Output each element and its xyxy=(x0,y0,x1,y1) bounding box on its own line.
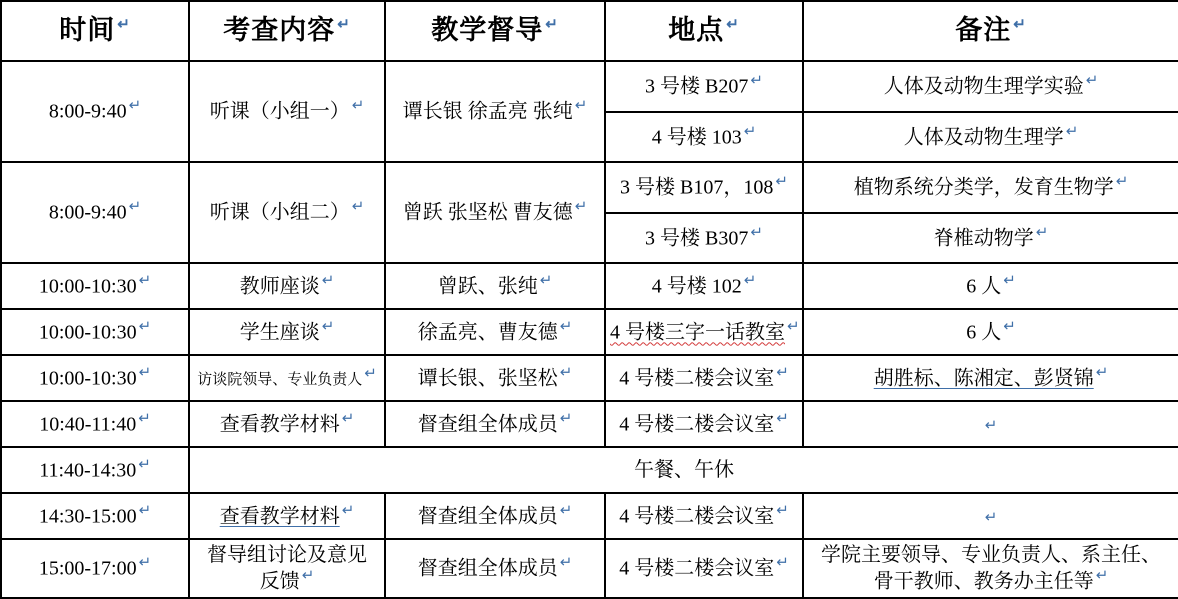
remark-value-line2: 骨干教师、教务办主任等 xyxy=(873,571,1094,593)
table-row xyxy=(1,61,1178,112)
time-value: 11:40-14:30 xyxy=(39,459,137,482)
table-row xyxy=(1,493,1178,539)
pilcrow-icon: ↵ xyxy=(138,318,152,336)
item-value: 听课（小组二） xyxy=(209,202,350,225)
pilcrow-icon: ↵ xyxy=(743,272,757,290)
cell-item xyxy=(189,61,385,162)
cell-time xyxy=(1,162,189,263)
pilcrow-icon: ↵ xyxy=(337,16,351,34)
pilcrow-icon: ↵ xyxy=(128,97,142,115)
pilcrow-icon: ↵ xyxy=(574,97,588,115)
cell-remark xyxy=(803,355,1178,401)
cell-item xyxy=(189,309,385,355)
cell-item xyxy=(189,401,385,447)
header-row xyxy=(1,1,1178,61)
remark-value: 6 人 xyxy=(966,275,1002,298)
cell-item xyxy=(189,263,385,309)
cell-supervisor xyxy=(385,493,605,539)
place-value: 4 号楼二楼会议室 xyxy=(619,367,775,390)
supervisor-value: 谭长银、张坚松 xyxy=(417,367,558,390)
remark-value: 6 人 xyxy=(966,321,1002,344)
pilcrow-icon: ↵ xyxy=(351,198,365,216)
pilcrow-icon: ↵ xyxy=(1065,122,1079,140)
header-label-supervisor: 教学督导 xyxy=(431,15,544,46)
remark-value-line1: 学院主要领导、专业负责人、系主任、 xyxy=(821,544,1161,567)
pilcrow-icon: ↵ xyxy=(321,318,335,336)
pilcrow-icon: ↵ xyxy=(1085,71,1099,89)
remark-value: 人体及动物生理学实验 xyxy=(883,75,1084,98)
table-row xyxy=(1,539,1178,598)
cell-remark xyxy=(803,539,1178,598)
cell-remark xyxy=(803,401,1178,447)
table-row xyxy=(1,162,1178,213)
pilcrow-icon: ↵ xyxy=(138,456,151,474)
cell-place xyxy=(605,263,803,309)
supervisor-value: 徐孟亮、曹友德 xyxy=(417,321,558,344)
supervisor-value: 督查组全体成员 xyxy=(417,558,558,580)
pilcrow-icon: ↵ xyxy=(743,122,757,140)
pilcrow-icon: ↵ xyxy=(1115,173,1129,191)
place-value: 4 号楼二楼会议室 xyxy=(619,505,775,528)
remark-value: 植物系统分类学，发育生物学 xyxy=(853,176,1114,199)
pilcrow-icon: ↵ xyxy=(138,554,152,572)
header-label-time: 时间 xyxy=(59,15,116,46)
cell-supervisor xyxy=(385,309,605,355)
cell-lunch xyxy=(189,447,1178,493)
cell-supervisor xyxy=(385,401,605,447)
table-row xyxy=(1,263,1178,309)
cell-remark xyxy=(803,61,1178,112)
remark-value: 人体及动物生理学 xyxy=(903,126,1064,149)
pilcrow-icon: ↵ xyxy=(726,16,740,34)
remark-value: 胡胜标、陈湘定、彭贤锦 xyxy=(873,367,1094,390)
cell-place xyxy=(605,61,803,112)
cell-remark xyxy=(803,263,1178,309)
pilcrow-icon: ↵ xyxy=(1095,364,1109,382)
cell-item xyxy=(189,539,385,598)
cell-supervisor xyxy=(385,355,605,401)
pilcrow-icon: ↵ xyxy=(1013,16,1027,34)
column-header-place xyxy=(605,1,803,61)
cell-time xyxy=(1,493,189,539)
pilcrow-icon: ↵ xyxy=(750,71,763,89)
cell-time xyxy=(1,309,189,355)
pilcrow-icon: ↵ xyxy=(1003,318,1016,336)
time-value: 14:30-15:00 xyxy=(38,505,137,528)
column-header-remark xyxy=(803,1,1178,61)
pilcrow-icon: ↵ xyxy=(750,223,763,241)
cell-remark xyxy=(803,309,1178,355)
item-value-line1: 督导组讨论及意见 xyxy=(207,544,367,567)
cell-time xyxy=(1,61,189,162)
place-value: 3 号楼 B107，108 xyxy=(620,176,774,199)
pilcrow-icon: ↵ xyxy=(364,364,377,382)
cell-place xyxy=(605,355,803,401)
pilcrow-icon: ↵ xyxy=(787,318,800,336)
cell-remark xyxy=(803,112,1178,163)
time-value: 10:00-10:30 xyxy=(38,321,137,344)
pilcrow-icon: ↵ xyxy=(351,97,365,115)
pilcrow-icon: ↵ xyxy=(574,198,588,216)
pilcrow-icon: ↵ xyxy=(1003,272,1016,290)
supervisor-value: 督查组全体成员 xyxy=(417,413,558,436)
pilcrow-icon: ↵ xyxy=(1095,567,1109,585)
column-header-item xyxy=(189,1,385,61)
pilcrow-icon: ↵ xyxy=(138,410,151,428)
item-value: 学生座谈 xyxy=(239,321,320,344)
cell-time xyxy=(1,401,189,447)
place-value: 4 号楼三字一话教室 xyxy=(610,321,785,344)
cell-time xyxy=(1,355,189,401)
pilcrow-icon: ↵ xyxy=(559,410,573,428)
item-value-line2: 反馈 xyxy=(259,571,300,593)
lunch-value: 午餐、午休 xyxy=(634,458,734,481)
cell-item xyxy=(189,355,385,401)
pilcrow-icon: ↵ xyxy=(341,502,355,520)
supervisor-value: 曾跃、张纯 xyxy=(437,275,538,298)
cell-item xyxy=(189,162,385,263)
item-value: 教师座谈 xyxy=(239,275,320,298)
cell-time xyxy=(1,539,189,598)
cell-place xyxy=(605,401,803,447)
pilcrow-icon: ↵ xyxy=(301,567,315,585)
pilcrow-icon: ↵ xyxy=(984,416,998,434)
cell-place xyxy=(605,539,803,598)
pilcrow-icon: ↵ xyxy=(984,508,998,526)
table-row xyxy=(1,309,1178,355)
cell-supervisor xyxy=(385,162,605,263)
pilcrow-icon: ↵ xyxy=(559,502,573,520)
place-value: 3 号楼 B207 xyxy=(645,75,749,98)
item-value: 查看教学材料 xyxy=(219,413,340,436)
pilcrow-icon: ↵ xyxy=(776,554,789,572)
pilcrow-icon: ↵ xyxy=(128,198,142,216)
column-header-supervisor xyxy=(385,1,605,61)
pilcrow-icon: ↵ xyxy=(776,410,789,428)
table-body xyxy=(1,61,1178,598)
pilcrow-icon: ↵ xyxy=(1035,223,1049,241)
supervisor-value: 谭长银 徐孟亮 张纯 xyxy=(402,100,573,123)
cell-time xyxy=(1,263,189,309)
header-label-item: 考查内容 xyxy=(223,15,336,46)
cell-time xyxy=(1,447,189,493)
cell-supervisor xyxy=(385,61,605,162)
remark-value: 脊椎动物学 xyxy=(933,227,1034,250)
column-header-time xyxy=(1,1,189,61)
time-value: 8:00-9:40 xyxy=(48,202,127,225)
pilcrow-icon: ↵ xyxy=(539,272,553,290)
pilcrow-icon: ↵ xyxy=(559,554,573,572)
pilcrow-icon: ↵ xyxy=(776,502,789,520)
item-value: 听课（小组一） xyxy=(209,100,350,123)
table-row-lunch xyxy=(1,447,1178,493)
time-value: 10:00-10:30 xyxy=(38,367,137,390)
table-row xyxy=(1,401,1178,447)
supervisor-value: 督查组全体成员 xyxy=(417,505,558,528)
cell-remark xyxy=(803,493,1178,539)
time-value: 8:00-9:40 xyxy=(48,100,127,123)
item-value: 访谈院领导、专业负责人 xyxy=(197,371,363,388)
table-row xyxy=(1,355,1178,401)
place-value: 4 号楼二楼会议室 xyxy=(619,558,775,580)
pilcrow-icon: ↵ xyxy=(138,272,152,290)
pilcrow-icon: ↵ xyxy=(321,272,335,290)
pilcrow-icon: ↵ xyxy=(776,364,789,382)
time-value: 10:00-10:30 xyxy=(38,275,137,298)
place-value: 4 号楼二楼会议室 xyxy=(619,413,775,436)
cell-remark xyxy=(803,162,1178,213)
time-value: 10:40-11:40 xyxy=(39,413,137,436)
cell-place xyxy=(605,309,803,355)
pilcrow-icon: ↵ xyxy=(559,364,573,382)
item-value: 查看教学材料 xyxy=(219,505,340,528)
place-value: 3 号楼 B307 xyxy=(645,227,749,250)
pilcrow-icon: ↵ xyxy=(545,16,559,34)
pilcrow-icon: ↵ xyxy=(138,364,152,382)
time-value: 15:00-17:00 xyxy=(38,558,137,580)
pilcrow-icon: ↵ xyxy=(559,318,573,336)
table-header xyxy=(1,1,1178,61)
cell-remark xyxy=(803,213,1178,264)
header-label-remark: 备注 xyxy=(955,15,1012,46)
cell-place xyxy=(605,213,803,264)
pilcrow-icon: ↵ xyxy=(117,16,131,34)
pilcrow-icon: ↵ xyxy=(775,173,788,191)
pilcrow-icon: ↵ xyxy=(138,502,152,520)
cell-supervisor xyxy=(385,263,605,309)
supervisor-value: 曾跃 张坚松 曹友德 xyxy=(402,202,573,225)
cell-supervisor xyxy=(385,539,605,598)
header-label-place: 地点 xyxy=(668,15,725,46)
place-value: 4 号楼 103 xyxy=(651,126,742,149)
pilcrow-icon: ↵ xyxy=(341,410,355,428)
cell-item xyxy=(189,493,385,539)
place-value: 4 号楼 102 xyxy=(651,275,742,298)
cell-place xyxy=(605,493,803,539)
cell-place xyxy=(605,112,803,163)
cell-place xyxy=(605,162,803,213)
